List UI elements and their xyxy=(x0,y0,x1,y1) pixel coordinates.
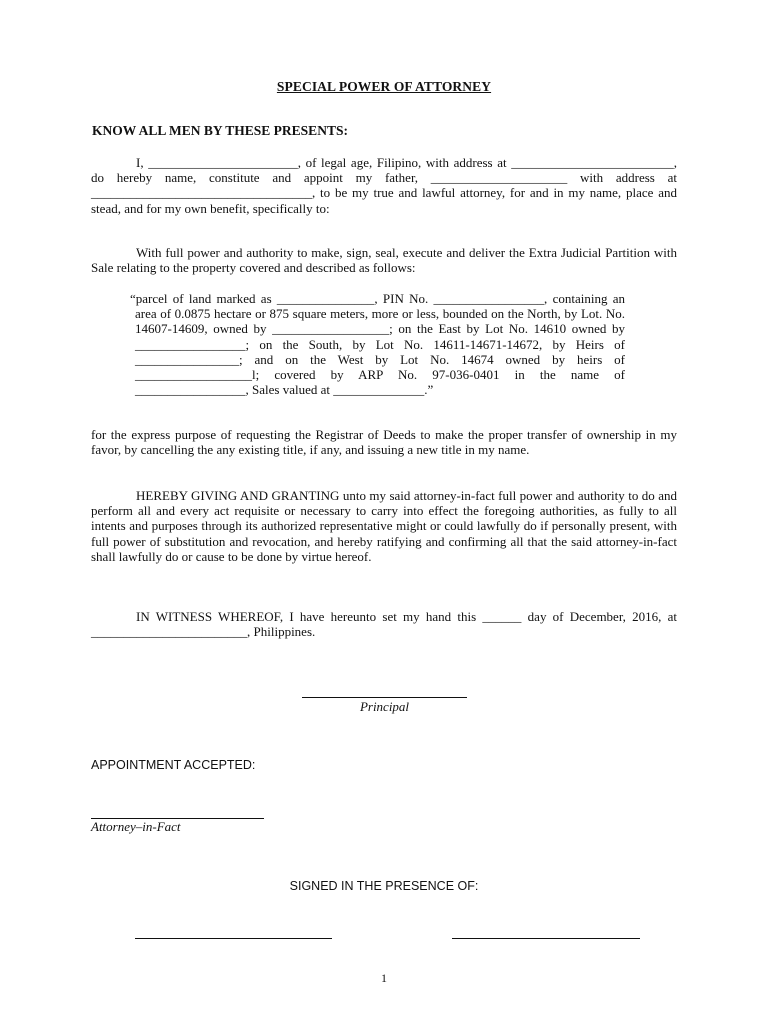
witness-1-signature-line xyxy=(135,938,332,939)
appointment-accepted-heading: APPOINTMENT ACCEPTED: xyxy=(91,758,256,772)
paragraph-purpose: for the express purpose of requesting the Registrar of Deeds to make the proper transfer of ownership in my favor, by cancelling the any existing title, if any, and issuing a new title in my name. xyxy=(91,427,677,458)
paragraph-appointment: I, _______________________, of legal age, Filipino, with address at _________________________, do hereby name, constitute and appoint my father, _____________________ with address at __________________________________, to be my true and lawful attorney, for and in my name, place and stead, and for my own benefit, specifically to: xyxy=(91,155,677,216)
property-description: “parcel of land marked as _______________, PIN No. _________________, containing an area of 0.0875 hectare or 875 square meters, more or less, bounded on the North, by Lot. No. 14607-14609, owned by __________________; on the East by Lot No. 14610 owned by _________________; on the South, by Lot No. 14611-14671-14672, by Heirs of ________________; and on the West by Lot No. 14674 owned by heirs of __________________l; covered by ARP No. 97-036-0401 in the name of _________________, Sales valued at ______________.” xyxy=(130,291,625,398)
principal-signature-line xyxy=(302,697,467,698)
paragraph-authority: With full power and authority to make, sign, seal, execute and deliver the Extra Judicial Partition with Sale relating to the property covered and described as follows: xyxy=(91,245,677,276)
signed-presence-heading: SIGNED IN THE PRESENCE OF: xyxy=(289,879,479,893)
document-heading: KNOW ALL MEN BY THESE PRESENTS: xyxy=(92,123,348,138)
document-title: SPECIAL POWER OF ATTORNEY xyxy=(276,79,492,94)
page-number: 1 xyxy=(381,971,387,985)
attorney-label: Attorney–in-Fact xyxy=(91,819,181,834)
principal-label: Principal xyxy=(359,699,410,714)
witness-2-signature-line xyxy=(452,938,640,939)
paragraph-granting: HEREBY GIVING AND GRANTING unto my said attorney-in-fact full power and authority to do and perform all and every act requisite or necessary to carry into effect the foregoing authorities, as fully to all intents and purposes through its authorized representative might or could lawfully do if personally present, with full power of substitution and revocation, and hereby ratifying and confirming all that the said attorney-in-fact shall lawfully do or cause to be done by virtue hereof. xyxy=(91,488,677,564)
paragraph-witness: IN WITNESS WHEREOF, I have hereunto set my hand this ______ day of December, 2016, at ________________________, Philippines. xyxy=(91,609,677,640)
